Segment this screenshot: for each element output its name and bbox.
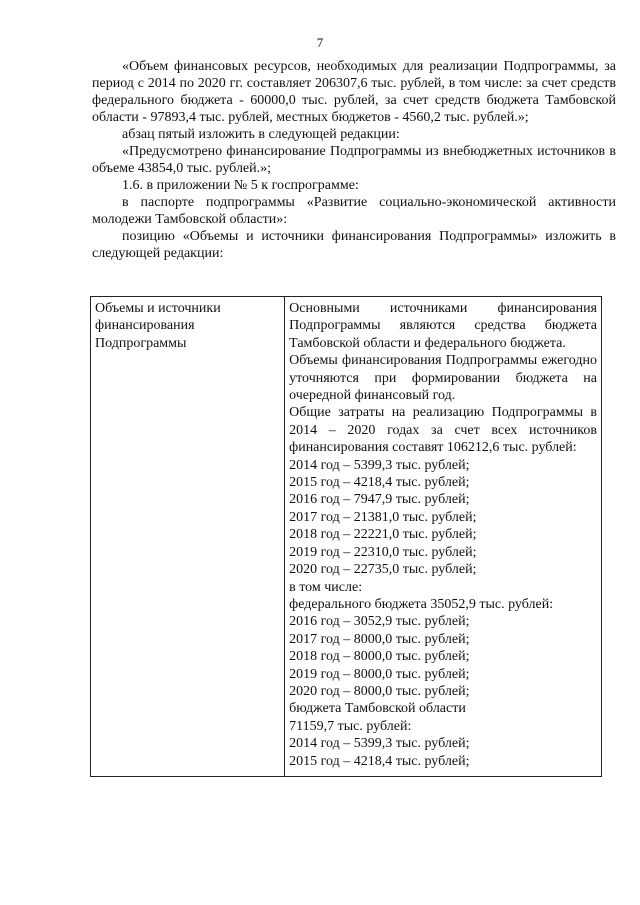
funding-line: 2014 год – 5399,3 тыс. рублей;: [289, 736, 470, 752]
right-paragraph: Общие затраты на реализацию Подпрограммы в 2014 – 2020 годах за счет всех источников финансирования составят 106212,6 тыс. рублей:: [289, 405, 597, 456]
funding-line: 2018 год – 8000,0 тыс. рублей;: [289, 649, 470, 665]
right-paragraph: Объемы финансирования Подпрограммы ежегодно уточняются при формировании бюджета на очередной финансовый год.: [289, 353, 597, 404]
funding-line: в том числе:: [289, 579, 363, 595]
table-row: [91, 297, 602, 777]
funding-line: 2017 год – 8000,0 тыс. рублей;: [289, 631, 470, 647]
financing-table: [90, 296, 602, 777]
funding-line: 2019 год – 22310,0 тыс. рублей;: [289, 544, 477, 560]
funding-line: 2020 год – 8000,0 тыс. рублей;: [289, 683, 470, 699]
page-number: 7: [316, 35, 324, 50]
funding-line: 2017 год – 21381,0 тыс. рублей;: [289, 509, 477, 525]
funding-line: 2020 год – 22735,0 тыс. рублей;: [289, 562, 477, 578]
funding-line: федерального бюджета 35052,9 тыс. рублей:: [289, 596, 554, 612]
funding-line: 2015 год – 4218,4 тыс. рублей;: [289, 753, 470, 769]
funding-line: 2016 год – 3052,9 тыс. рублей;: [289, 614, 470, 630]
table-left-cell: Объемы и источники финансирования Подпрограммы: [91, 297, 285, 777]
paragraph-fifth-clause: абзац пятый изложить в следующей редакции:: [122, 127, 400, 142]
paragraph-financing-volume: «Объем финансовых ресурсов, необходимых для реализации Подпрограммы, за период с 2014 по 2020 гг. составляет 206307,6 тыс. рублей, в том числе: за счет средств федерального бюджета - 60000,0 тыс. рублей, за счет средств бюджета Тамбовской области - 97893,4 тыс. рублей, местных бюджетов - 4560,2 тыс. рублей.»;: [92, 59, 616, 125]
table-right-cell: [285, 297, 602, 777]
funding-line: 71159,7 тыс. рублей:: [289, 718, 412, 734]
funding-line: 2016 год – 7947,9 тыс. рублей;: [289, 492, 470, 508]
funding-line: 2019 год – 8000,0 тыс. рублей;: [289, 666, 470, 682]
paragraph-appendix-5: 1.6. в приложении № 5 к госпрограмме:: [122, 178, 359, 193]
paragraph-position: позицию «Объемы и источники финансирования Подпрограммы» изложить в следующей редакции:: [92, 229, 616, 261]
funding-line: 2015 год – 4218,4 тыс. рублей;: [289, 475, 470, 491]
paragraph-passport: в паспорте подпрограммы «Развитие социально-экономической активности молодежи Тамбовской области»:: [92, 195, 616, 227]
paragraph-extrabudget: «Предусмотрено финансирование Подпрограммы из внебюджетных источников в объеме 43854,0 тыс. рублей.»;: [92, 144, 616, 176]
funding-line: бюджета Тамбовской области: [289, 701, 466, 717]
body-text: [92, 58, 616, 262]
right-paragraph: Основными источниками финансирования Подпрограммы являются средства бюджета Тамбовской области и федерального бюджета.: [289, 301, 597, 351]
funding-line: 2018 год – 22221,0 тыс. рублей;: [289, 527, 477, 543]
funding-line: 2014 год – 5399,3 тыс. рублей;: [289, 457, 470, 473]
